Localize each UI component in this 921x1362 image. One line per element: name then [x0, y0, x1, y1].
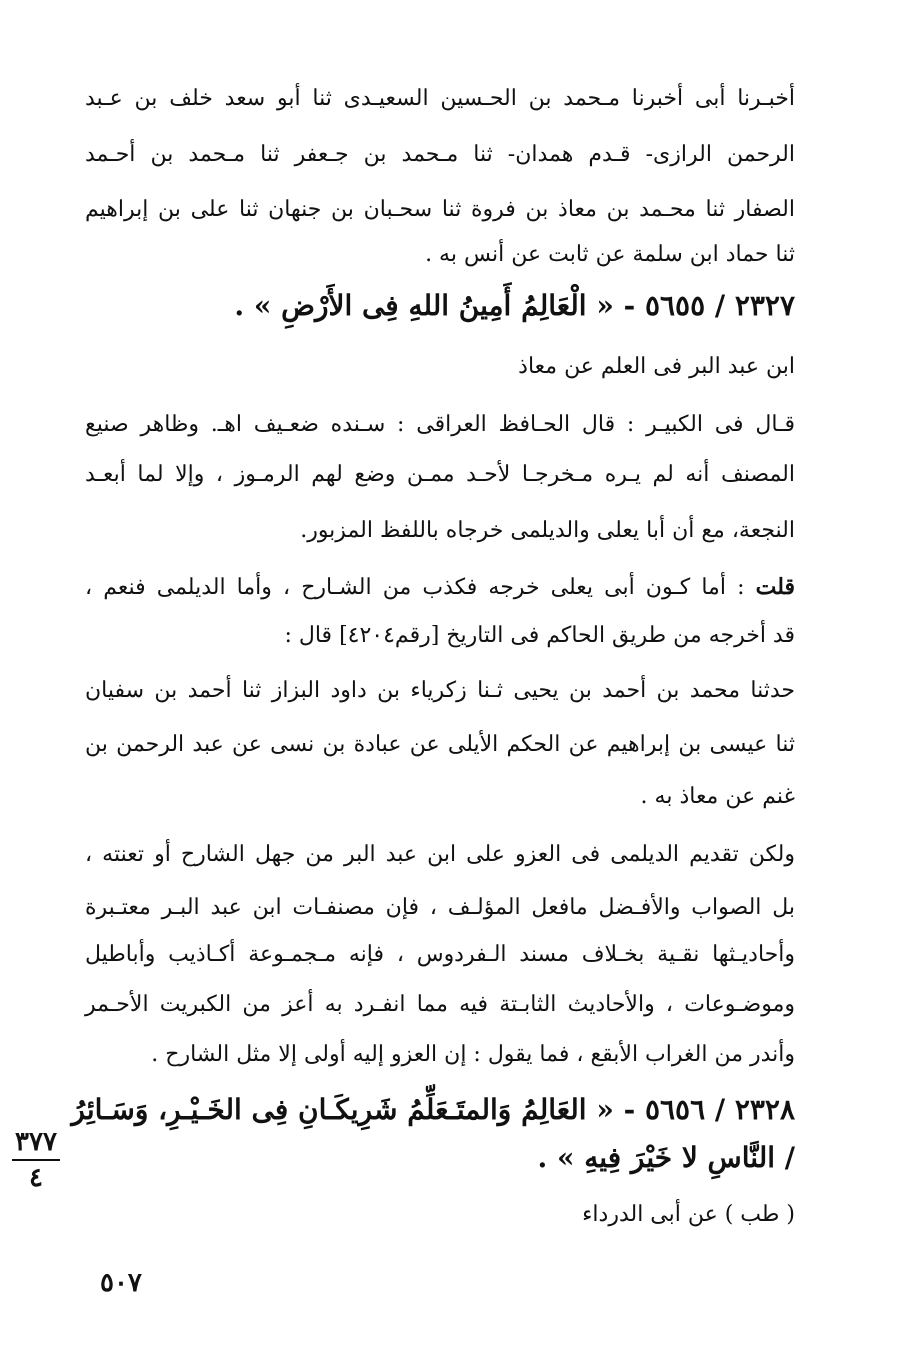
text-line: الرحمن الرازى- قـدم همدان- ثنا مـحمد بن جـعفر ثنا مـحمد بن أحـمد	[85, 142, 795, 167]
text-line: النجعة، مع أن أبا يعلى والديلمى خرجاه باللفظ المزبور.	[300, 518, 795, 543]
text-line: ثنا حماد ابن سلمة عن ثابت عن أنس به .	[425, 242, 795, 267]
margin-reference-bottom: ٤	[29, 1163, 43, 1193]
text-line: حدثنا محمد بن أحمد بن يحيى ثـنا زكرياء بن داود البزاز ثنا أحمد بن سفيان	[85, 678, 795, 703]
text-line: وأحاديـثها نقـية بخـلاف مسند الـفردوس ، فإنه مـجمـوعة أكـاذيب وأباطيل	[85, 942, 795, 967]
text-line: المصنف أنه لم يـره مـخرجـا لأحـد ممـن وضع لهم الرمـوز ، وإلا لما أبعـد	[85, 462, 795, 487]
text-line: قد أخرجه من طريق الحاكم فى التاريخ [رقم٤٢٠٤] قال :	[284, 623, 795, 648]
hadith-heading: ٢٣٢٧ / ٥٦٥٥ - « الْعَالِمُ أَمِينُ اللهِ فِى الأَرْضِ » .	[234, 289, 795, 322]
hadith-heading: ٢٣٢٨ / ٥٦٥٦ - « العَالِمُ وَالمتَـعَلِّمُ شَرِيكَـانِ فِى الخَـيْـرِ، وَسَـائِرُ	[71, 1093, 795, 1126]
margin-reference	[6, 1127, 66, 1193]
text-line: الصفار ثنا محـمد بن معاذ بن فروة ثنا سحـبان بن جنهان ثنا على بن إبراهيم	[85, 197, 795, 222]
text-line: قلت : أما كـون أبى يعلى خرجه فكذب من الشـارح ، وأما الديلمى فنعم ،	[85, 574, 795, 600]
hadith-heading-continued: / النَّاسِ لا خَيْرَ فِيهِ » .	[537, 1141, 795, 1174]
text-line: ولكن تقديم الديلمى فى العزو على ابن عبد البر من جهل الشارح أو تعنته ،	[85, 842, 795, 867]
margin-reference-rule	[12, 1159, 60, 1161]
qultu-label: قلت	[755, 574, 795, 600]
text-line: ثنا عيسى بن إبراهيم عن الحكم الأيلى عن عبادة بن نسى عن عبد الرحمن بن	[85, 732, 795, 757]
source-line: ابن عبد البر فى العلم عن معاذ	[518, 354, 795, 379]
margin-reference-top: ٣٧٧	[15, 1127, 57, 1157]
text-line: أخبـرنا أبى أخبرنا مـحمد بن الحـسين السعيـدى ثنا أبو سعد خلف بن عـبد	[85, 86, 795, 111]
source-line: ( طب ) عن أبى الدرداء	[582, 1202, 795, 1227]
text-line: قـال فى الكبيـر : قال الحـافظ العراقى : سـنده ضعـيف اهـ. وظاهر صنيع	[85, 412, 795, 437]
text-line: غنم عن معاذ به .	[640, 784, 795, 809]
text-line: وأندر من الغراب الأبقع ، فما يقول : إن العزو إليه أولى إلا مثل الشارح .	[151, 1042, 795, 1067]
text-line: وموضـوعات ، والأحاديث الثابـتة فيه مما انفـرد به أعز من الكبريت الأحـمر	[85, 992, 795, 1017]
text-line: بل الصواب والأفـضل مافعل المؤلـف ، فإن مصنفـات ابن عبد البـر معتـبرة	[85, 895, 795, 920]
page-number: ٥٠٧	[100, 1268, 142, 1298]
